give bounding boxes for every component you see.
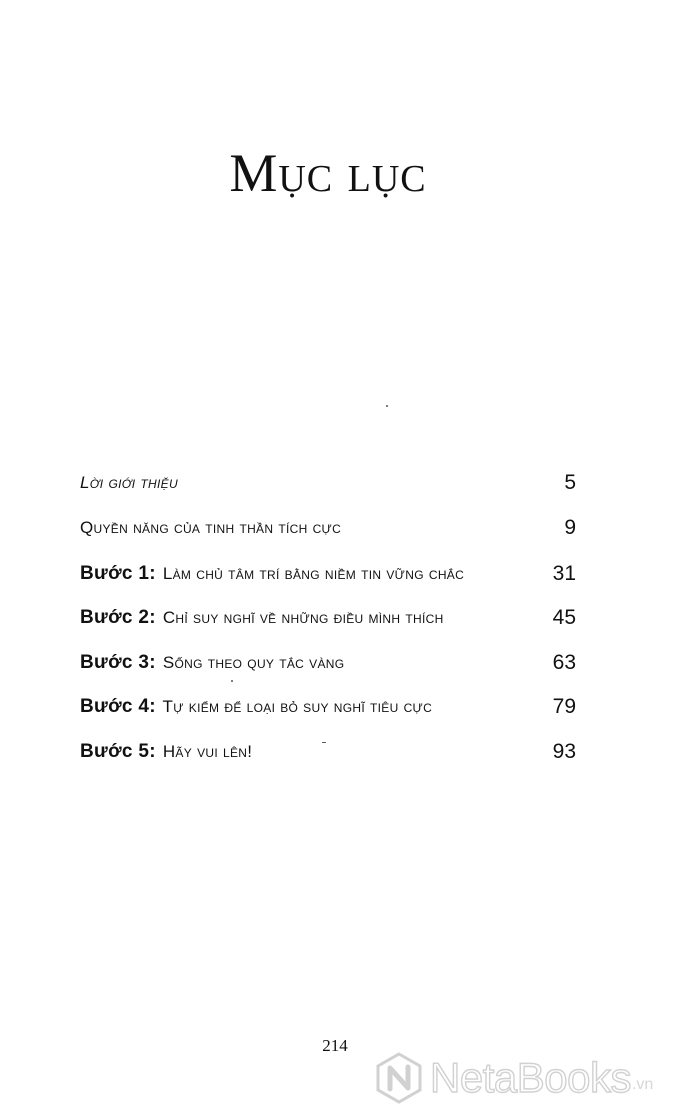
watermark-brand: NetaBooks bbox=[430, 1054, 631, 1101]
toc-entry-label bbox=[80, 513, 341, 543]
toc-step-number: Bước 4: bbox=[80, 696, 156, 717]
toc-entry-step-5 bbox=[0, 737, 700, 767]
page-number: 214 bbox=[322, 1036, 348, 1055]
toc-entry-label bbox=[80, 737, 252, 767]
toc-entry-label bbox=[80, 603, 444, 633]
toc-entry-page: 63 bbox=[552, 651, 576, 674]
toc-entry-page: 45 bbox=[552, 606, 576, 629]
toc-entry-text: Lời giới thiệu bbox=[80, 473, 178, 492]
netabooks-logo-icon bbox=[374, 1051, 424, 1105]
toc-entry-label bbox=[80, 559, 464, 589]
toc-entry-label bbox=[80, 692, 432, 722]
scan-speck bbox=[231, 680, 233, 682]
toc-entry-step-4 bbox=[0, 692, 700, 722]
toc-entry-text: Sống theo quy tắc vàng bbox=[162, 653, 345, 672]
watermark bbox=[374, 1050, 653, 1106]
toc-entry-step-1 bbox=[0, 559, 700, 589]
toc-step-number: Bước 5: bbox=[80, 741, 156, 762]
toc-entry-text: Hãy vui lên! bbox=[162, 742, 253, 761]
toc-entry-text: Quyền năng của tinh thần tích cực bbox=[80, 518, 342, 537]
scan-speck bbox=[322, 742, 326, 743]
scan-speck bbox=[386, 405, 388, 407]
toc-entry-page: 9 bbox=[564, 516, 576, 539]
toc-step-number: Bước 1: bbox=[80, 563, 156, 584]
toc-entry-text: Chỉ suy nghĩ về những điều mình thích bbox=[162, 608, 444, 627]
toc-entry-page: 5 bbox=[564, 471, 576, 494]
toc-entry-text: Tự kiểm để loại bỏ suy nghĩ tiêu cực bbox=[162, 697, 433, 716]
watermark-suffix: .vn bbox=[631, 1076, 654, 1093]
toc-entry-page: 31 bbox=[552, 562, 576, 585]
toc-entry-label bbox=[80, 468, 178, 498]
toc-step-number: Bước 3: bbox=[80, 652, 156, 673]
toc-entry-step-2 bbox=[0, 603, 700, 633]
page-title: Mục lục bbox=[229, 143, 427, 203]
toc-entry-text: Làm chủ tâm trí bằng niềm tin vững chắc bbox=[162, 564, 465, 583]
toc-entry-page: 79 bbox=[552, 695, 576, 718]
toc-entry-power bbox=[0, 513, 700, 543]
toc-entry-step-3 bbox=[0, 648, 700, 678]
toc-entry-intro bbox=[0, 468, 700, 498]
toc-step-number: Bước 2: bbox=[80, 607, 156, 628]
toc-entry-page: 93 bbox=[552, 740, 576, 763]
toc-entry-label bbox=[80, 648, 344, 678]
